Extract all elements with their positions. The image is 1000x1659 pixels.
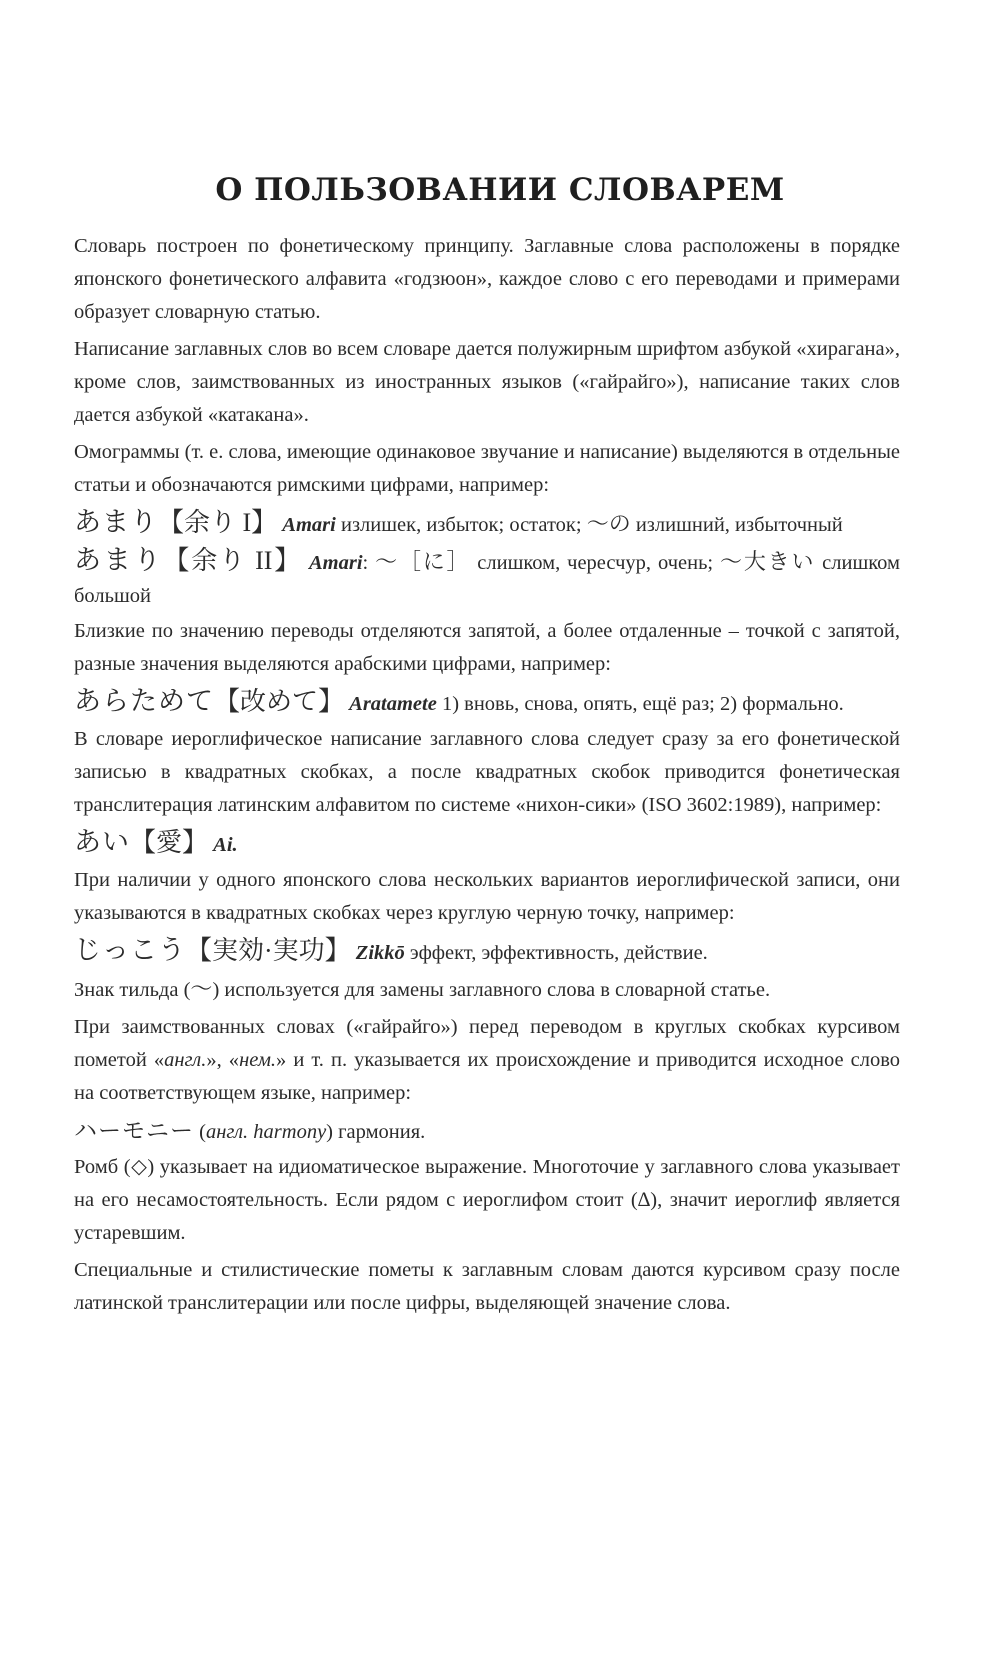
example-harmony [74,1114,900,1149]
kanji-bracket: 【余り II】 [163,546,303,575]
headword: じっこう [74,935,186,965]
paren-close: ) [326,1121,339,1143]
definition: излишек, избыток; остаток; [335,514,587,536]
definition: эффект, эффективность, действие. [404,942,708,964]
note-engl: англ. [164,1049,207,1071]
paragraph-gairaigo [74,1011,900,1110]
definition-2: излишний, избыточный [630,514,843,536]
paragraph-symbols: Ромб (◇) указывает на идиоматическое выражение. Многоточие у заглавного слова указывает на его несамостоятельность. Если рядом с иероглифом стоит (∆), значит иероглиф является устаревшим. [74,1156,900,1244]
transliteration: Ai. [213,834,238,856]
definition-3: слишком большой [74,552,901,607]
transliteration: Amari [282,514,336,536]
origin-note: англ. harmony [205,1121,327,1143]
paragraph-variants: При наличии у одного японского слова нескольких вариантов иероглифической записи, они указываются в квадратных скобках через круглую черную точку, например: [74,869,900,924]
tilde-phrase: 〜［に］ [375,549,471,574]
transliteration: Amari [308,552,363,574]
definition: : [362,552,376,574]
text-part-2: », « [206,1049,240,1071]
headword: あい [74,827,130,857]
paragraph-stylistic: Специальные и стилистические пометы к заглавным словам даются курсивом сразу после латинской транслитерации или после цифры, выделяющей значение слова. [74,1259,900,1314]
text-part: При заимствованных словах («гайрайго») перед переводом в круглых скобках курсивом пометой « [74,1016,900,1071]
definition: гармония. [338,1121,426,1143]
example-aratamete [74,685,900,721]
page-title: О ПОЛЬЗОВАНИИ СЛОВАРЕМ [215,172,785,208]
definition-2: слишком, чересчур, очень; [470,552,721,574]
headword: あらためて [74,686,214,716]
headword: あまり [74,545,164,575]
tilde-phrase: 〜の [586,511,631,536]
headword: あまり [74,507,158,537]
kanji-bracket: 【実効·実功】 [186,936,351,965]
tilde-symbol: 〜 [190,976,213,1001]
example-amari-2 [74,544,900,613]
kanji-bracket: 【余り I】 [158,508,278,537]
kanji-bracket: 【愛】 [130,828,209,857]
note-nem: нем. [239,1049,277,1071]
text-part: Знак тильда ( [74,979,191,1001]
body-text [74,230,900,1324]
paragraph-hiragana: Написание заглавных слов во всем словаре дается полужирным шрифтом азбукой «хирагана», кроме слов, заимствованных из иностранных языков («гайрайго»), написание таких слов дается азбукой «катакана». [74,338,900,426]
kanji-bracket: 【改めて】 [214,687,345,716]
paren-open: ( [194,1121,206,1143]
example-zikko [74,934,900,970]
paragraph-commas: Близкие по значению переводы отделяются запятой, а более отдаленные – точкой с запятой, разные значения выделяются арабскими цифрами, например: [74,620,900,675]
text-part-3: » и т. п. указывается их происхождение и приводится исходное слово на соответствующем языке, например: [74,1049,901,1104]
headword: ハーモニー [74,1118,194,1143]
paragraph-kanji-order: В словаре иероглифическое написание заглавного слова следует сразу за его фонетической записью в квадратных скобках, а после квадратных скобок приводится фонетическая транслитерация латинским алфавитом по системе «нихон-сики» (ISO 3602:1989), например: [74,728,900,816]
tilde-phrase-2: 〜大きい [720,549,816,574]
text-part-2: ) используется для замены заглавного слова в словарной статье. [212,979,771,1001]
transliteration: Zikkō [355,942,405,964]
example-amari-1 [74,506,900,542]
definition: 1) вновь, снова, опять, ещё раз; 2) формально. [436,693,844,715]
paragraph-intro: Словарь построен по фонетическому принципу. Заглавные слова расположены в порядке японского фонетического алфавита «годзюон», каждое слово с его переводами и примерами образует словарную статью. [74,235,900,323]
example-ai [74,826,900,862]
paragraph-homograms: Омограммы (т. е. слова, имеющие одинаковое звучание и написание) выделяются в отдельные статьи и обозначаются римскими цифрами, например: [74,441,900,496]
paragraph-tilde [74,972,900,1007]
transliteration: Aratamete [349,693,437,715]
